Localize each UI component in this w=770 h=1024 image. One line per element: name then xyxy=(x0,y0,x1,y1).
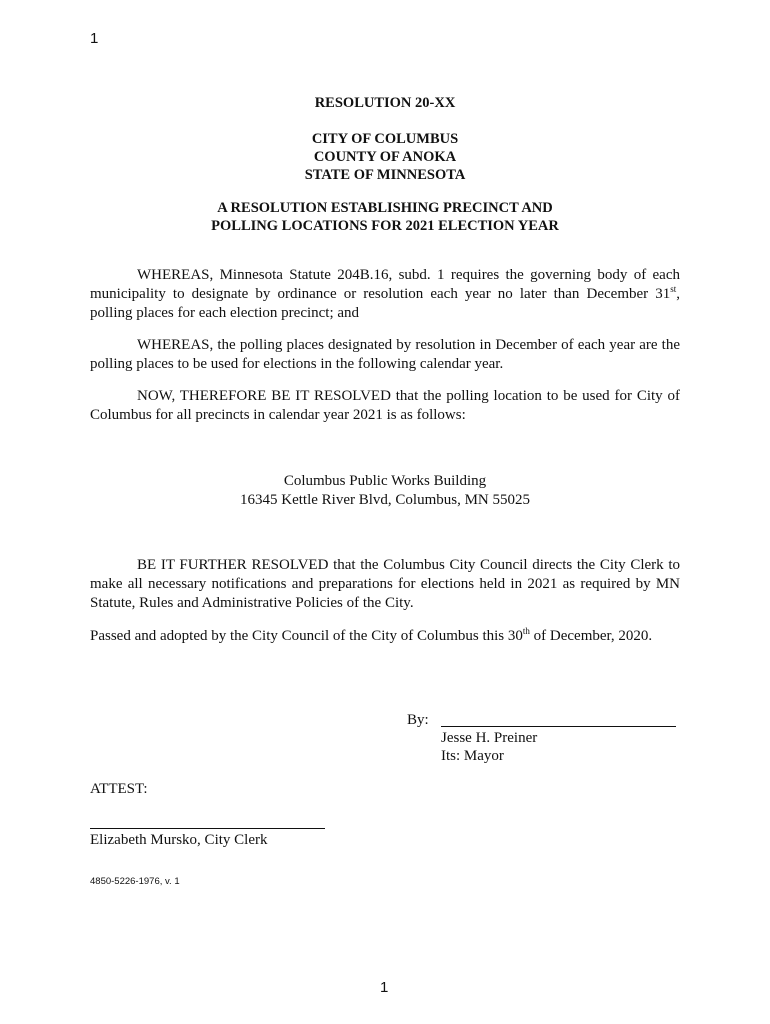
signer-title: Its: Mayor xyxy=(441,748,504,764)
subject-line-2: POLLING LOCATIONS FOR 2021 ELECTION YEAR xyxy=(211,218,559,234)
signer-block xyxy=(441,729,537,765)
resolved-paragraph: NOW, THEREFORE BE IT RESOLVED that the polling location to be used for City of Columbus for all precincts in calendar year 2021 is as follows: xyxy=(90,388,680,423)
passed-tail: of December, 2020. xyxy=(529,628,653,644)
passed-text: Passed and adopted by the City Council of the City of Columbus this 30 xyxy=(90,628,523,644)
superscript-th: th xyxy=(522,626,530,636)
attest-label: ATTEST: xyxy=(90,781,148,797)
jurisdiction-block xyxy=(0,130,770,184)
whereas-1-text: WHEREAS, Minnesota Statute 204B.16, subd. 1 requires the governing body of each municipality to designate by ordinance or resolution each year no later than December 31 xyxy=(90,267,680,302)
whereas-paragraph-2: WHEREAS, the polling places designated by resolution in December of each year are the polling places to be used for elections in the following calendar year. xyxy=(90,337,680,372)
header-page-number: 1 xyxy=(90,30,99,47)
signer-name: Jesse H. Preiner xyxy=(441,730,538,746)
county-line: COUNTY OF ANOKA xyxy=(313,149,457,165)
clerk-name: Elizabeth Mursko, City Clerk xyxy=(90,832,268,848)
further-resolved-paragraph: BE IT FURTHER RESOLVED that the Columbus City Council directs the City Clerk to make all necessary notifications and preparations for elections held in 2021 as required by MN Statute, Rules and Administrative Policies of the City. xyxy=(90,557,680,611)
resolution-title: RESOLUTION 20-XX xyxy=(314,95,456,111)
city-line: CITY OF COLUMBUS xyxy=(311,131,459,147)
whereas-1-tail: , polling places for each election precinct; and xyxy=(90,286,680,321)
location-address: 16345 Kettle River Blvd, Columbus, MN 55025 xyxy=(240,492,530,508)
by-label: By: xyxy=(407,712,429,728)
superscript-st: st xyxy=(670,284,677,294)
subject-block xyxy=(0,199,770,235)
mayor-signature-line xyxy=(441,726,676,727)
state-line: STATE OF MINNESOTA xyxy=(304,167,466,183)
location-name: Columbus Public Works Building xyxy=(283,473,487,489)
whereas-paragraph-1 xyxy=(90,266,680,323)
subject-line-1: A RESOLUTION ESTABLISHING PRECINCT AND xyxy=(217,200,553,216)
polling-location xyxy=(0,472,770,510)
passed-adopted-paragraph xyxy=(90,627,680,646)
document-number: 4850-5226-1976, v. 1 xyxy=(90,876,180,887)
clerk-signature-line xyxy=(90,828,325,829)
footer-page-number: 1 xyxy=(380,979,389,996)
